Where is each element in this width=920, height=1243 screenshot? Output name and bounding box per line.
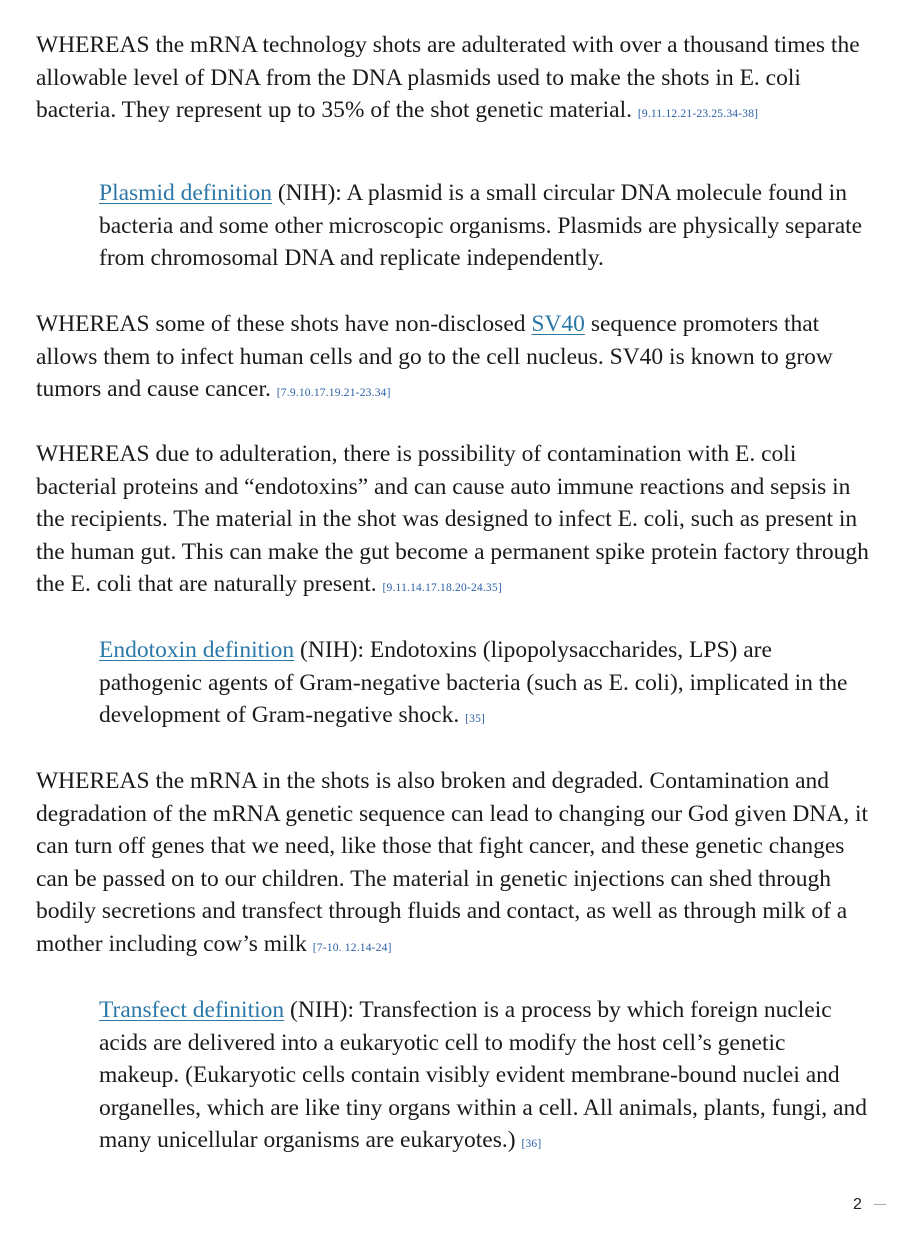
endotoxin-definition-link[interactable]: Endotoxin definition	[99, 637, 295, 663]
paragraph-text: WHEREAS due to adulteration, there is possibility of contamination with E. coli bacterial proteins and “endotoxins” and can cause auto immune reactions and sepsis in the recipients. The material in the shot was designed to infect E. coli, such as present in the human gut. This can make the gut become a permanent spike protein factory through the E. coli that are naturally present.	[36, 441, 869, 598]
plasmid-definition-link[interactable]: Plasmid definition	[99, 180, 272, 206]
page-number-dash	[874, 1204, 886, 1205]
paragraph-text: WHEREAS the mRNA in the shots is also broken and degraded. Contamination and degradation of the mRNA genetic sequence can lead to changing our God given DNA, it can turn off genes that we need, like those that fight cancer, and these genetic changes can be passed on to our children. The material in genetic injections can shed through bodily secretions and transfect through fluids and contact, as well as through milk of a mother including cow’s milk	[36, 768, 869, 957]
whereas-paragraph-dna-plasmids	[36, 29, 876, 131]
transfect-definition-link[interactable]: Transfect definition	[99, 997, 285, 1023]
reference-citation: [9.11.14.17.18.20-24.35]	[382, 582, 502, 595]
paragraph-text: WHEREAS some of these shots have non-disclosed	[36, 311, 532, 337]
endotoxin-definition	[99, 634, 869, 736]
whereas-paragraph-sv40	[36, 308, 876, 410]
definition-text: (NIH): Transfection is a process by which foreign nucleic acids are delivered into a eukaryotic cell to modify the host cell’s genetic makeup. (Eukaryotic cells contain visibly evident membrane-bound nuclei and organelles, which are like tiny organs within a cell. All animals, plants, fungi, and many unicellular organisms are eukaryotes.)	[99, 997, 867, 1154]
reference-citation: [35]	[465, 713, 486, 726]
sv40-link[interactable]: SV40	[531, 311, 585, 337]
transfect-definition	[99, 994, 869, 1161]
reference-citation: [7.9.10.17.19.21-23.34]	[276, 387, 391, 400]
paragraph-text: WHEREAS the mRNA technology shots are adulterated with over a thousand times the allowable level of DNA from the DNA plasmids used to make the shots in E. coli bacteria. They represent up to 35% of the shot genetic material.	[36, 32, 860, 124]
reference-citation: [7-10. 12.14-24]	[312, 941, 392, 954]
reference-citation: [36]	[521, 1138, 542, 1151]
reference-citation: [9.11.12.21-23.25.34-38]	[637, 108, 759, 121]
whereas-paragraph-mrna-degraded	[36, 765, 876, 965]
whereas-paragraph-endotoxins	[36, 438, 876, 605]
definition-text: (NIH): A plasmid is a small circular DNA molecule found in bacteria and some other microscopic organisms. Plasmids are physically separate from chromosomal DNA and replicate independently.	[99, 180, 863, 272]
plasmid-definition	[99, 177, 869, 275]
paragraph-text: sequence promoters that allows them to infect human cells and go to the cell nucleus. SV40 is known to grow tumors and cause cancer.	[36, 311, 833, 403]
definition-text: (NIH): Endotoxins (lipopolysaccharides, LPS) are pathogenic agents of Gram-negative bacteria (such as E. coli), implicated in the development of Gram-negative shock.	[99, 637, 848, 729]
page-number: 2	[853, 1196, 862, 1213]
